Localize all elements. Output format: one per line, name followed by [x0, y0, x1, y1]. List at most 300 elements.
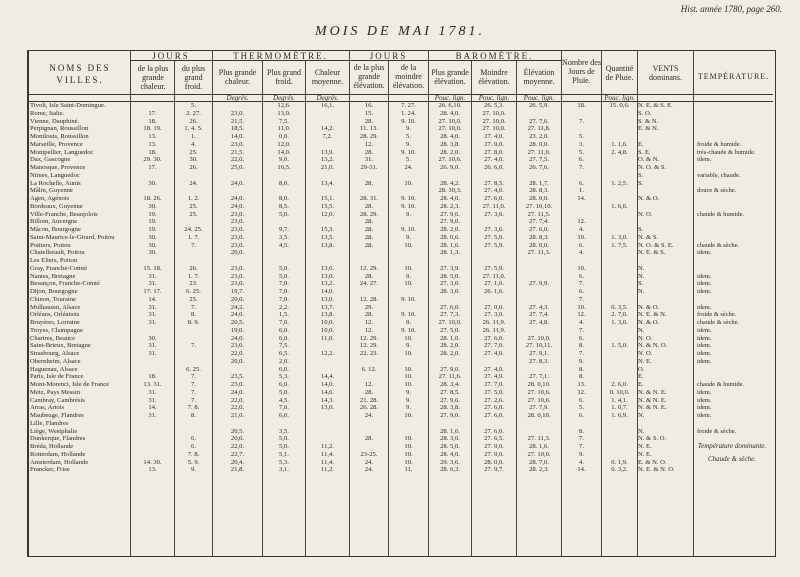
table-cell: idem. [697, 342, 712, 350]
table-cell: N. & O. [638, 303, 660, 311]
table-cell: 24,2. [230, 303, 245, 311]
table-cell: 6,0. [279, 334, 289, 342]
table-cell [697, 257, 773, 265]
unit-degres: Degrés. [226, 94, 249, 102]
table-cell: 19,0. [230, 326, 245, 334]
table-cell: 8,0. [279, 195, 289, 202]
table-cell: 24. 27. [359, 280, 379, 288]
table-cell: S. & N. [638, 117, 659, 125]
table-cell: 10. [404, 450, 413, 458]
table-cell: 23,0. [230, 233, 245, 241]
table-cell: 27. 6,0. [484, 427, 504, 435]
table-cell: 4. [579, 458, 584, 466]
table-cell: 28. 0,10. [527, 412, 551, 419]
table-cell [697, 195, 773, 203]
table-cell: 7. [191, 241, 196, 249]
table-cell: 6. [579, 241, 584, 249]
table-cell [350, 428, 388, 436]
table-cell: E. [638, 140, 644, 148]
table-cell: 10. [577, 233, 586, 241]
table-cell: 24,0. [230, 195, 245, 202]
city-name: Bordeaux, Guyenne [30, 202, 83, 210]
table-cell: 28. 0,10. [527, 381, 551, 388]
header-noms: NOMS DES VILLES. [49, 63, 111, 85]
table-cell: idem. [697, 272, 712, 280]
table-cell [306, 358, 349, 366]
table-cell: 10. [404, 350, 413, 357]
table-cell: 22,0. [230, 396, 245, 404]
unit-pouces: Pouc. lign. [434, 94, 466, 102]
table-cell [602, 265, 637, 273]
table-cell: 9. [406, 210, 411, 218]
table-cell: 28. 0,0. [529, 241, 549, 249]
table-cell: 8. [191, 412, 196, 419]
city-name: Bréda, Hollande [30, 443, 74, 450]
table-cell: 0. 1,9. [611, 458, 628, 466]
header-baro-plus: Plus grande élévation. [431, 68, 469, 86]
table-cell: 31. [148, 396, 157, 404]
table-cell: 1. 7. [187, 272, 200, 280]
city-name: Perpignan, Roussillon [30, 125, 89, 133]
table-cell [472, 218, 516, 226]
table-cell: 18. [148, 373, 157, 381]
table-cell: 13,5. [320, 233, 335, 241]
table-cell: 25. [189, 148, 198, 156]
city-name: Troyes, Champagne [30, 326, 83, 334]
table-cell [697, 226, 773, 234]
table-cell: 0. 10,0. [609, 388, 630, 396]
table-cell [350, 187, 388, 195]
table-cell: 7,2. [322, 133, 333, 140]
table-cell: 10. [404, 381, 413, 388]
table-cell [562, 211, 601, 219]
table-cell [562, 172, 601, 180]
table-cell: 22,0. [230, 350, 245, 357]
table-cell: 27. 4,0. [484, 133, 504, 140]
table-cell: 10. [577, 303, 586, 311]
table-cell [517, 366, 561, 374]
temperature-column [697, 102, 773, 474]
table-cell: 28. 1,3. [440, 249, 460, 257]
table-cell: très-chaude & humide. [697, 148, 756, 156]
table-cell [697, 296, 773, 304]
table-cell: 19. [148, 218, 157, 226]
table-cell [602, 373, 637, 381]
table-cell: 17. 17. [143, 288, 162, 295]
table-cell: 28. 2,3. [529, 466, 549, 474]
table-cell: 27. 5,9. [484, 241, 504, 249]
table-cell: 4,5. [279, 396, 289, 404]
table-cell [638, 133, 693, 141]
table-cell [213, 420, 262, 428]
table-cell: 28. 0,0. [529, 140, 549, 148]
table-cell: 28. [364, 233, 374, 241]
table-cell: 24,0. [230, 311, 245, 319]
table-cell: 27. 9,1. [529, 350, 549, 357]
baro-plus-column [429, 102, 471, 474]
city-name: Manosque, Provence [30, 164, 86, 171]
table-cell: 12. 28. [359, 295, 379, 303]
table-cell [602, 428, 637, 436]
table-cell: 24. 25. [184, 226, 203, 233]
table-cell: 15,5. [320, 202, 335, 210]
table-cell: froide & humide. [697, 140, 742, 148]
table-cell: 27. 11,3. [527, 249, 551, 257]
table-cell: 8. 9. [187, 319, 200, 326]
table-cell: 9. [406, 404, 411, 412]
table-cell: 27. 4,9. [484, 373, 504, 381]
table-cell [306, 218, 349, 226]
table-cell [306, 435, 349, 443]
city-name: Poitiers, Poitou [30, 241, 71, 249]
table-cell: 31. [148, 342, 157, 350]
table-cell [697, 125, 773, 133]
table-cell: 9. 10. [401, 226, 416, 233]
table-cell: 27. 7,9. [529, 404, 549, 412]
table-cell: 10,0. [320, 319, 335, 326]
table-cell [131, 420, 174, 428]
unit-degres: Degrés. [316, 94, 339, 102]
table-cell: 10. [404, 241, 413, 249]
table-cell: 15,3. [320, 226, 335, 233]
table-cell [389, 358, 428, 366]
table-cell: 8,5. [279, 202, 289, 210]
table-cell [602, 218, 637, 226]
table-cell [697, 203, 773, 211]
table-cell: 13. 31. [143, 381, 162, 388]
city-name: Metz, Pays Messin [30, 388, 81, 396]
table-cell: 13,2. [320, 280, 335, 288]
jours-froid-column [175, 102, 212, 474]
table-cell [638, 420, 693, 428]
table-cell: 28. 29. [359, 210, 379, 218]
table-cell: 27. 7,5. [529, 156, 549, 164]
table-cell: 23,0. [230, 140, 245, 148]
table-cell: 2. 6,0. [611, 381, 628, 388]
city-name: Mont-Morenci, Isle de France [30, 381, 110, 388]
table-cell: 7. [191, 388, 196, 396]
table-cell [602, 350, 637, 358]
table-cell: 27. 11,0. [527, 148, 551, 156]
table-cell: 18. [577, 102, 586, 109]
table-cell: 26. [189, 164, 198, 171]
table-cell: 28. [364, 241, 374, 249]
table-cell: froide & sèche. [697, 311, 737, 319]
table-cell: 27. 10,0. [482, 125, 506, 133]
table-cell: 28. [364, 202, 374, 210]
table-cell [517, 110, 561, 118]
table-cell: idem. [697, 156, 712, 164]
city-name: Mâlin, Guyenne [30, 187, 73, 195]
table-cell: 28. 5,0. [440, 443, 460, 450]
table-cell: 27. 4,0. [484, 156, 504, 164]
table-cell: 14,4. [320, 373, 335, 381]
table-cell: 12. 29. [359, 334, 379, 342]
table-cell: froide & sèche. [697, 427, 737, 435]
table-cell: 2,2. [279, 303, 289, 311]
table-cell [697, 180, 773, 188]
table-cell: 4,5. [279, 241, 289, 249]
table-cell: 20,0. [230, 357, 245, 365]
table-cell: N. E. [638, 357, 652, 365]
table-cell: 25. [189, 295, 198, 303]
table-cell: 28. [364, 218, 374, 226]
city-name: Nimes, Languedoc [30, 171, 80, 179]
table-cell: chaude & humide. [697, 381, 745, 388]
table-cell [562, 110, 601, 118]
table-cell [306, 257, 349, 265]
legend-value: Chaude & sèche. [707, 455, 756, 463]
table-cell: 10. [404, 179, 413, 187]
table-cell: 27. 11,0. [482, 272, 506, 280]
table-cell: 11. [404, 466, 413, 474]
table-cell: 2. 7,0. [611, 311, 628, 319]
table-cell: 10. [404, 458, 413, 466]
table-cell: 31. [148, 388, 157, 396]
table-cell: 26. 1,6. [484, 288, 504, 295]
table-cell: 8. [191, 311, 196, 319]
header-baro-moyenne: Élévation moyenne. [523, 68, 555, 86]
table-cell [697, 366, 773, 374]
table-cell: 28. [364, 117, 374, 125]
table-cell: 7. [579, 117, 584, 125]
table-cell: 9. [579, 450, 584, 458]
table-cell [131, 187, 174, 195]
table-cell: 6. [579, 156, 584, 164]
table-cell: 21. 28. [359, 396, 379, 404]
table-cell: 19. [148, 210, 157, 218]
table-cell: 20,5. [230, 427, 245, 435]
table-cell: 28. [364, 226, 374, 233]
city-name: Obernheim, Alsace [30, 357, 81, 365]
table-cell [389, 257, 428, 265]
table-cell [602, 335, 637, 343]
table-cell: 10. [404, 412, 413, 419]
table-cell [263, 420, 305, 428]
table-cell [562, 203, 601, 211]
table-cell: idem. [697, 288, 712, 295]
table-cell: 1. 6,6. [611, 202, 628, 210]
city-name: Marseille, Provence [30, 140, 83, 148]
table-cell [175, 187, 212, 195]
table-cell: 27. 7,4. [529, 218, 549, 226]
city-name: Dunkerque, Flandres [30, 435, 86, 443]
plus-grand-froid-column [263, 102, 305, 474]
table-cell: 14,6. [320, 388, 335, 396]
city-name: Rotterdam, Hollande [30, 450, 86, 458]
table-cell: 7. [579, 326, 584, 334]
city-name: Bruyères, Lorraine [30, 319, 80, 326]
table-cell: idem. [697, 326, 712, 334]
table-cell [175, 335, 212, 343]
table-cell: 12. [577, 218, 586, 226]
table-cell: 13,6. [320, 264, 335, 272]
table-cell: 27. 4,3. [529, 303, 549, 311]
table-cell: 27. 4,0. [484, 350, 504, 357]
table-cell: S. [638, 226, 644, 233]
table-cell: 1. 7. [187, 233, 200, 241]
header-jours-froid: du plus grand froid. [181, 64, 206, 91]
table-cell [517, 273, 561, 281]
table-cell: idem. [697, 303, 712, 311]
table-cell: 23. [189, 280, 198, 288]
table-cell: 25. [189, 210, 198, 218]
table-cell [131, 102, 174, 110]
table-cell: 27. 8,0. [484, 148, 504, 156]
table-cell: 9. [191, 466, 196, 474]
table-cell: 26. 9,0. [440, 164, 460, 171]
table-cell: 27. 10,0. [527, 450, 551, 458]
table-cell [131, 428, 174, 436]
table-cell: 27. 7,0. [484, 381, 504, 388]
header-plus-grande-elevation: de la plus grande élévation. [353, 63, 385, 90]
header-jours-chaleur: de la plus grande chaleur. [137, 64, 169, 91]
table-cell [213, 172, 262, 180]
table-cell [602, 110, 637, 118]
table-cell: 28. 4,0. [440, 450, 460, 458]
table-cell: 31. [148, 412, 157, 419]
table-cell: N. E. & S. E. [638, 102, 673, 109]
table-cell: 13. [148, 140, 157, 148]
table-cell [389, 420, 428, 428]
table-cell: 10. [577, 264, 586, 272]
table-cell: 27. 10,0. [438, 319, 462, 326]
table-cell: 2. 4,8. [611, 148, 628, 156]
table-cell: 0,0. [279, 133, 289, 140]
table-cell: 5,0. [279, 264, 289, 272]
table-cell [306, 428, 349, 436]
table-cell: 10. [404, 264, 413, 272]
table-cell: 23,0. [230, 342, 245, 350]
table-cell: 5. [579, 148, 584, 156]
table-cell [517, 420, 561, 428]
table-cell: 30. [189, 156, 198, 164]
table-cell: 13,2. [320, 156, 335, 164]
table-cell: 10. [404, 443, 413, 450]
table-cell [602, 172, 637, 180]
table-cell: N. [638, 272, 645, 280]
city-name: Arras, Artois [30, 404, 65, 412]
table-cell [472, 257, 516, 265]
table-cell: 13,0. [320, 272, 335, 280]
table-cell: 27. 10,6. [527, 396, 551, 404]
unit-pouces: Pouc. lign. [478, 94, 510, 102]
table-cell: 1. 24. [401, 109, 416, 117]
table-cell: 9. 10. [401, 311, 416, 319]
table-cell: 31. [148, 272, 157, 280]
header-baro-moindre: Moindre élévation. [478, 68, 510, 86]
table-cell: 5. [406, 156, 411, 164]
table-cell: 9. [406, 272, 411, 280]
table-cell: 13,9. [320, 148, 335, 156]
table-cell: 9. 10. [401, 195, 416, 202]
table-cell: S. [638, 171, 644, 179]
table-cell [602, 164, 637, 172]
table-cell: 14,0. [320, 288, 335, 295]
table-cell: 16,5. [277, 164, 291, 171]
city-name: Montlouis, Roussillon [30, 133, 89, 140]
table-cell [562, 125, 601, 133]
table-cell: 27. 3,6. [484, 226, 504, 233]
table-cell: 4. [191, 140, 196, 148]
table-cell: 6. 12. [361, 365, 377, 373]
table-cell [175, 327, 212, 335]
table-cell [638, 203, 693, 211]
header-barometre: BAROMÈTRE. [455, 51, 534, 61]
table-cell: N. O. [638, 350, 653, 357]
table-cell: 4. [579, 319, 584, 326]
table-cell [263, 172, 305, 180]
table-cell: 27. 7,0. [484, 342, 504, 350]
baro-moyenne-column [517, 102, 561, 474]
table-cell [429, 257, 471, 265]
table-cell: 7. 8. [187, 404, 200, 412]
table-cell: 22,0. [230, 156, 245, 164]
table-cell: 28. 0,6. [440, 233, 460, 241]
table-cell: 27. 4,8. [529, 319, 549, 326]
table-cell: S. [638, 280, 644, 288]
table-cell: S. [638, 179, 644, 187]
header-chaleur-moyenne: Chaleur moyenne. [311, 68, 344, 86]
page-reference: Hist. année 1780, page 260. [680, 4, 782, 14]
table-cell [175, 172, 212, 180]
table-cell: 28. 29. [359, 133, 379, 140]
table-cell: 6. 25. [186, 288, 201, 295]
table-cell [602, 195, 637, 203]
table-cell: 28. 4,2. [440, 179, 460, 187]
table-cell: 15. 0,6. [609, 102, 630, 109]
table-cell: 4. [579, 249, 584, 257]
table-cell: N. E. & S. [638, 249, 666, 257]
table-cell: 6,0. [279, 365, 289, 373]
table-cell: 3,5. [279, 233, 289, 241]
table-cell: 8. [579, 365, 584, 373]
table-cell: 22,0. [230, 443, 245, 450]
baro-moindre-column [472, 102, 516, 474]
table-cell: 1. 6,9. [611, 412, 628, 419]
table-cell [517, 288, 561, 296]
table-cell: N. O. & S. E. [638, 241, 674, 249]
table-cell [602, 133, 637, 141]
table-cell [350, 172, 388, 180]
city-name: Besançon, Franche-Comté [30, 280, 100, 288]
table-cell: 28. [364, 435, 374, 443]
table-cell: 18. 26. [143, 195, 162, 202]
table-cell: 7. [191, 396, 196, 404]
table-cell [306, 118, 349, 126]
table-cell [263, 187, 305, 195]
table-cell: 27. 4,0. [484, 187, 504, 195]
city-name: Mâcon, Bourgogne [30, 226, 81, 233]
table-cell [429, 358, 471, 366]
table-cell: variable, chaude. [697, 171, 741, 179]
table-cell: 28. 7,0. [529, 458, 549, 466]
table-cell: idem. [697, 404, 712, 412]
table-cell: 20,4. [230, 458, 245, 466]
table-cell: 27. 9,0. [440, 412, 460, 419]
table-cell [350, 358, 388, 366]
table-cell: 18. [148, 148, 157, 156]
table-cell: 29-31. [360, 164, 378, 171]
table-cell [131, 172, 174, 180]
table-cell: 27. 10,0. [438, 117, 462, 125]
table-cell: 18,5. [230, 125, 245, 133]
table-cell: 0. 3,5. [611, 303, 628, 311]
table-cell: 27. 10,11. [525, 342, 553, 350]
table-cell [638, 296, 693, 304]
table-cell [697, 164, 773, 172]
city-name: Nantes, Bretagne [30, 272, 76, 280]
